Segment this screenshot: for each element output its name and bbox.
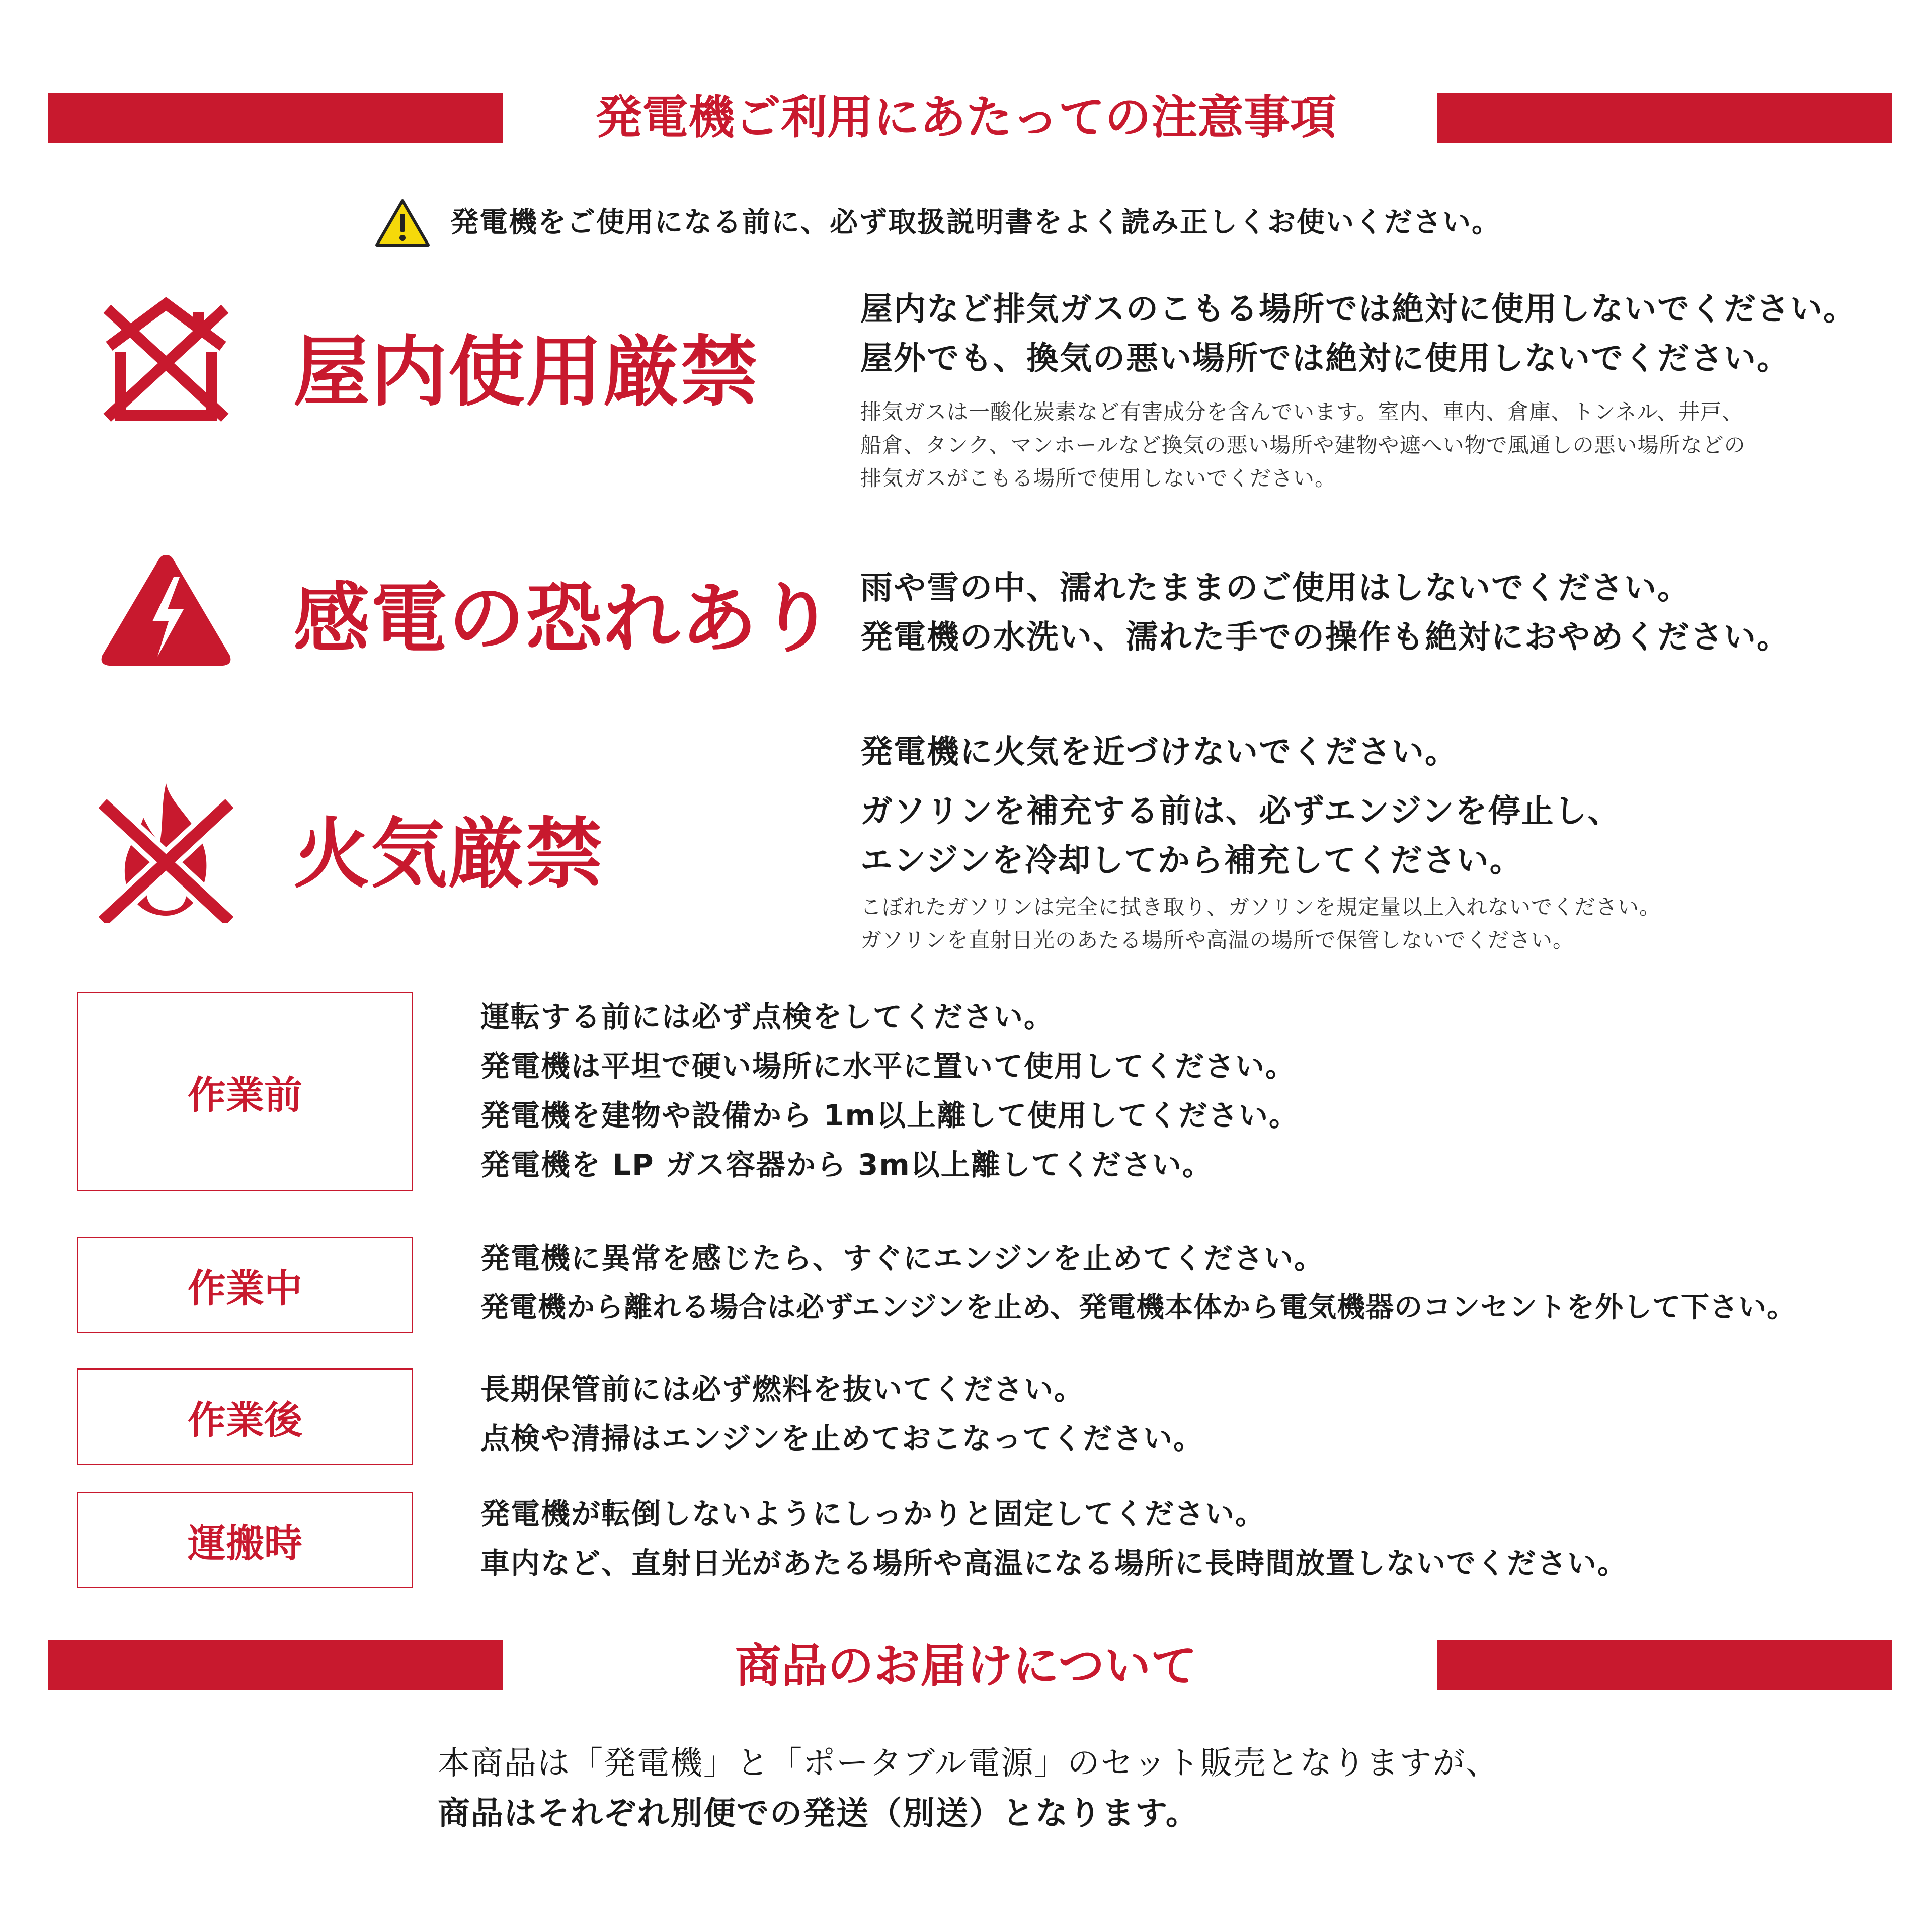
stage-line: 車内など、直射日光があたる場所や高温になる場所に長時間放置しないでください。 bbox=[480, 1546, 1628, 1580]
fire-note-line: こぼれたガソリンは完全に拭き取り、ガソリンを規定量以上入れないでください。 bbox=[860, 895, 1661, 919]
stage-line: 発電機から離れる場合は必ずエンジンを止め、発電機本体から電気機器のコンセントを外して下さい。 bbox=[480, 1291, 1796, 1324]
fire-heading: 火気厳禁 bbox=[293, 810, 603, 899]
indoor-heading: 屋内使用厳禁 bbox=[293, 328, 758, 417]
stage-line: 発電機を LP ガス容器から 3m以上離してください。 bbox=[480, 1148, 1213, 1182]
stage-label-after: 作業後 bbox=[77, 1369, 413, 1465]
indoor-main-line: 屋内など排気ガスのこもる場所では絶対に使用しないでください。 bbox=[860, 291, 1857, 328]
indoor-note-line: 排気ガスがこもる場所で使用しないでください。 bbox=[860, 466, 1337, 491]
delivery-right-bar bbox=[1437, 1640, 1892, 1691]
stage-line: 点検や清掃はエンジンを止めておこなってください。 bbox=[480, 1421, 1204, 1456]
fire-note-line: ガソリンを直射日光のあたる場所や高温の場所で保管しないでください。 bbox=[860, 928, 1575, 952]
delivery-line: 本商品は「発電機」と「ポータブル電源」のセット販売となりますが、 bbox=[438, 1745, 1499, 1782]
fire-main-line: ガソリンを補充する前は、必ずエンジンを停止し、 bbox=[860, 793, 1621, 830]
warning-triangle-icon bbox=[375, 199, 430, 247]
delivery-left-bar bbox=[48, 1640, 503, 1691]
indoor-description bbox=[860, 285, 1857, 495]
electric-shock-icon bbox=[98, 551, 234, 669]
shock-main-line: 雨や雪の中、濡れたままのご使用はしないでください。 bbox=[860, 570, 1691, 607]
fire-main-line: エンジンを冷却してから補充してください。 bbox=[860, 842, 1523, 879]
stage-line: 発電機に異常を感じたら、すぐにエンジンを止めてください。 bbox=[480, 1241, 1325, 1275]
indoor-main-line: 屋外でも、換気の悪い場所では絶対に使用しないでください。 bbox=[860, 340, 1790, 377]
shock-main-line: 発電機の水洗い、濡れた手での操作も絶対におやめください。 bbox=[860, 619, 1790, 656]
stage-label-during: 作業中 bbox=[77, 1237, 413, 1333]
warning-notice bbox=[375, 199, 1501, 247]
stage-during-text bbox=[480, 1234, 1796, 1332]
stage-line: 運転する前には必ず点検をしてください。 bbox=[480, 1000, 1055, 1034]
indoor-note-line: 排気ガスは一酸化炭素など有害成分を含んでいます。室内、車内、倉庫、トンネル、井戸、 bbox=[860, 399, 1744, 424]
stage-line: 発電機を建物や設備から 1m以上離して使用してください。 bbox=[480, 1098, 1299, 1133]
indoor-note-line: 船倉、タンク、マンホールなど換気の悪い場所や建物や遮へい物で風通しの悪い場所などの bbox=[860, 433, 1746, 457]
page-title: 発電機ご利用にあたっての注意事項 bbox=[595, 91, 1336, 144]
stage-after-text bbox=[480, 1364, 1203, 1463]
delivery-line: 商品はそれぞれ別便での発送（別送）となります。 bbox=[438, 1795, 1199, 1832]
stage-line: 長期保管前には必ず燃料を抜いてください。 bbox=[480, 1372, 1085, 1406]
stage-line: 発電機は平坦で硬い場所に水平に置いて使用してください。 bbox=[480, 1049, 1296, 1083]
header-right-bar bbox=[1437, 93, 1892, 143]
fire-description bbox=[860, 728, 1661, 957]
header-left-bar bbox=[48, 93, 503, 143]
delivery-text bbox=[438, 1738, 1499, 1839]
stage-transport-text bbox=[480, 1489, 1628, 1588]
house-prohibited-icon bbox=[98, 297, 234, 423]
delivery-title: 商品のお届けについて bbox=[735, 1639, 1197, 1693]
shock-description bbox=[860, 564, 1790, 662]
stage-label-transport: 運搬時 bbox=[77, 1492, 413, 1588]
fire-main-line: 発電機に火気を近づけないでください。 bbox=[860, 734, 1458, 771]
warning-text: 発電機をご使用になる前に、必ず取扱説明書をよく読み正しくお使いください。 bbox=[450, 206, 1501, 239]
fire-prohibited-icon bbox=[96, 777, 236, 923]
stage-before-text bbox=[480, 992, 1299, 1189]
stage-label-before: 作業前 bbox=[77, 992, 413, 1191]
stage-line: 発電機が転倒しないようにしっかりと固定してください。 bbox=[480, 1497, 1266, 1531]
shock-heading: 感電の恐れあり bbox=[293, 574, 836, 663]
